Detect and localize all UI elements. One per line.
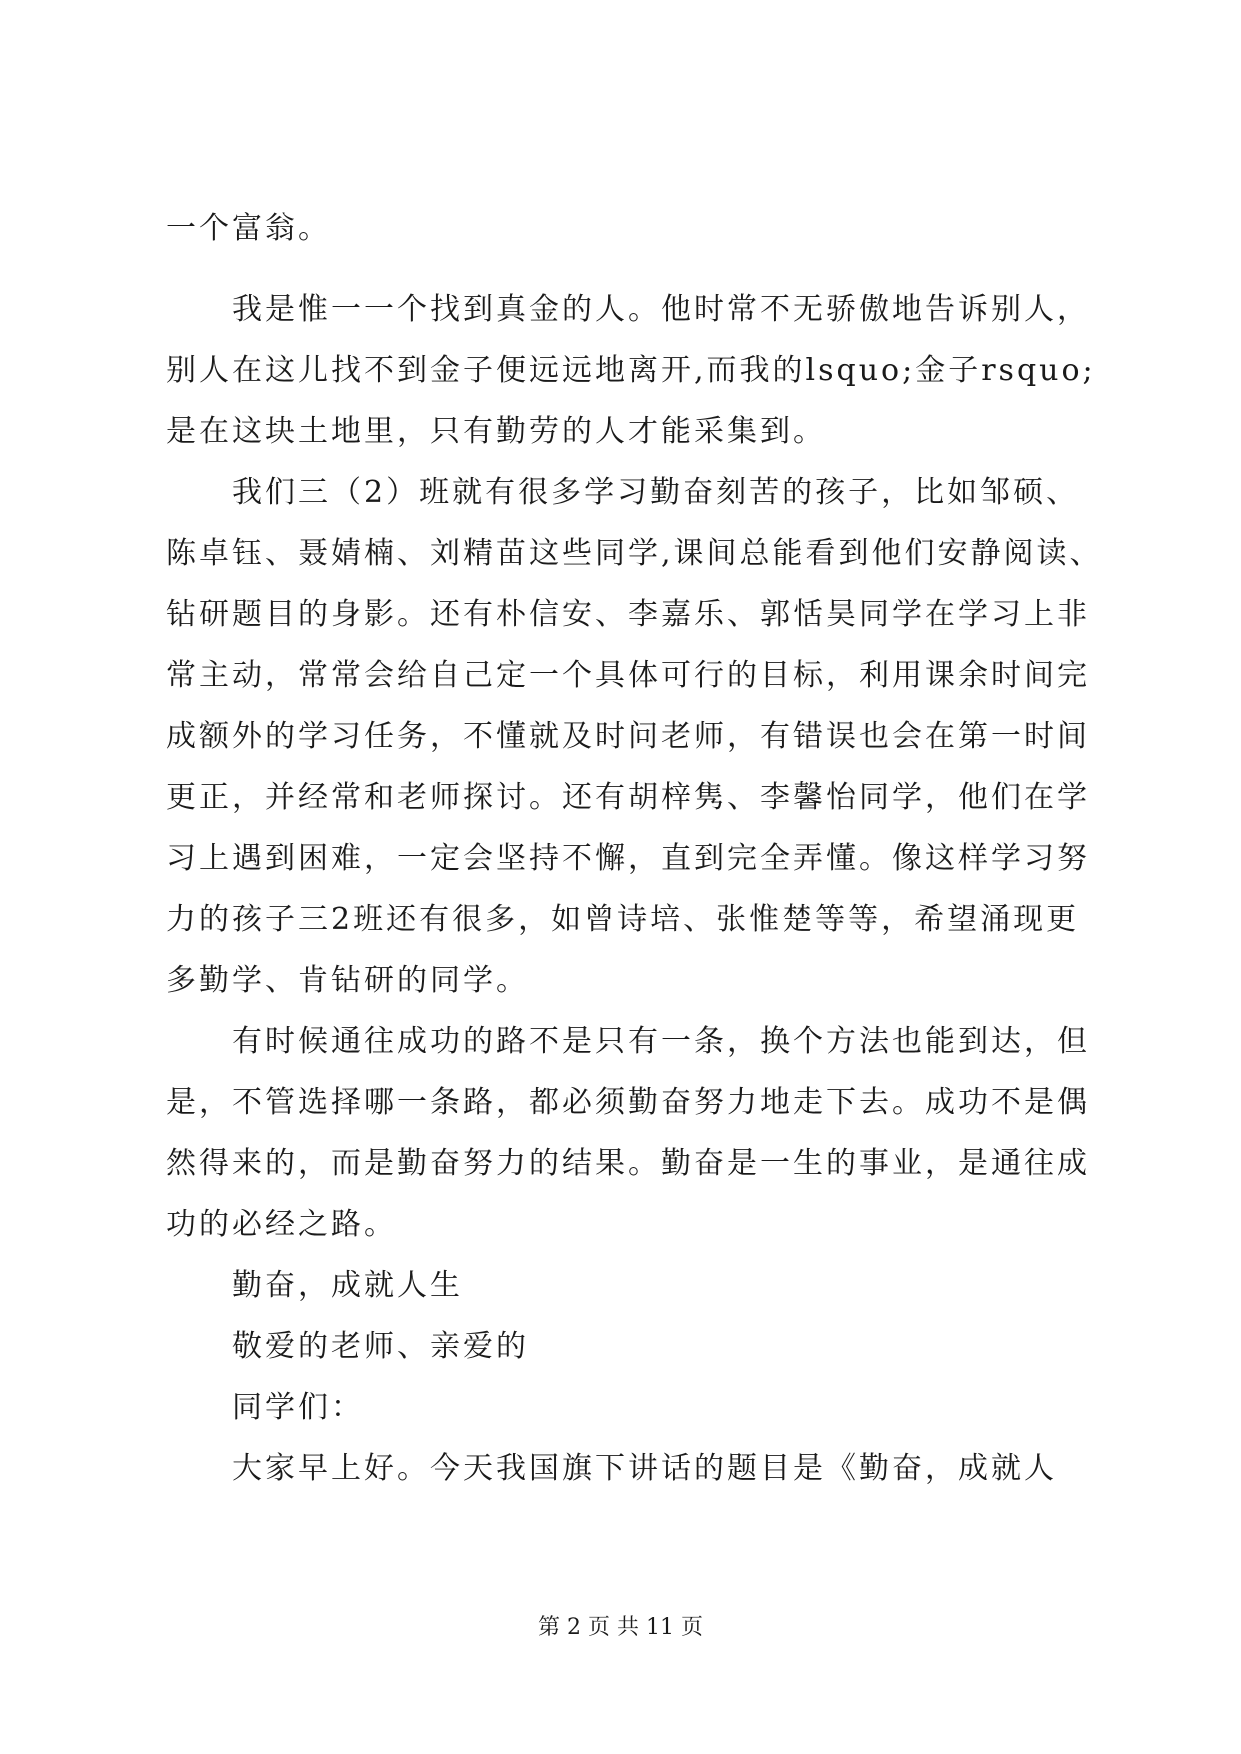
text-line: 习上遇到困难，一定会坚持不懈，直到完全弄懂。像这样学习努 [166,841,1090,876]
text-line: 成额外的学习任务，不懂就及时问老师，有错误也会在第一时间 [166,719,1090,754]
text-line: 是在这块土地里，只有勤劳的人才能采集到。 [166,414,826,449]
section-heading: 勤奋，成就人生 [232,1268,463,1303]
text-line: 我是惟一一个找到真金的人。他时常不无骄傲地告诉别人， [232,292,1090,327]
text-line: 别人在这儿找不到金子便远远地离开,而我的lsquo;金子rsquo; [166,353,1096,388]
document-body [166,198,1103,1499]
text-line: 我们三（2）班就有很多学习勤奋刻苦的孩子，比如邹硕、 [232,475,1080,510]
text-line: 大家早上好。今天我国旗下讲话的题目是《勤奋，成就人 [232,1451,1057,1486]
text-line: 一个富翁。 [166,211,331,246]
page-number-footer: 第 2 页 共 11 页 [538,1615,703,1640]
text-line: 多勤学、肯钻研的同学。 [166,963,529,998]
text-line: 陈卓钰、聂婧楠、刘精苗这些同学,课间总能看到他们安静阅读、 [166,536,1103,571]
text-line: 常主动，常常会给自己定一个具体可行的目标，利用课余时间完 [166,658,1090,693]
text-line: 同学们： [232,1390,364,1425]
text-line: 功的必经之路。 [166,1207,397,1242]
text-line: 然得来的，而是勤奋努力的结果。勤奋是一生的事业，是通往成 [166,1146,1090,1181]
text-line: 钻研题目的身影。还有朴信安、李嘉乐、郭恬昊同学在学习上非 [166,597,1090,632]
text-line: 是，不管选择哪一条路，都必须勤奋努力地走下去。成功不是偶 [166,1085,1090,1120]
text-line: 有时候通往成功的路不是只有一条，换个方法也能到达，但 [232,1024,1090,1059]
text-line: 力的孩子三2班还有很多，如曾诗培、张惟楚等等，希望涌现更 [166,902,1080,937]
text-line: 更正，并经常和老师探讨。还有胡梓隽、李馨怡同学，他们在学 [166,780,1090,815]
text-line: 敬爱的老师、亲爱的 [232,1329,529,1364]
